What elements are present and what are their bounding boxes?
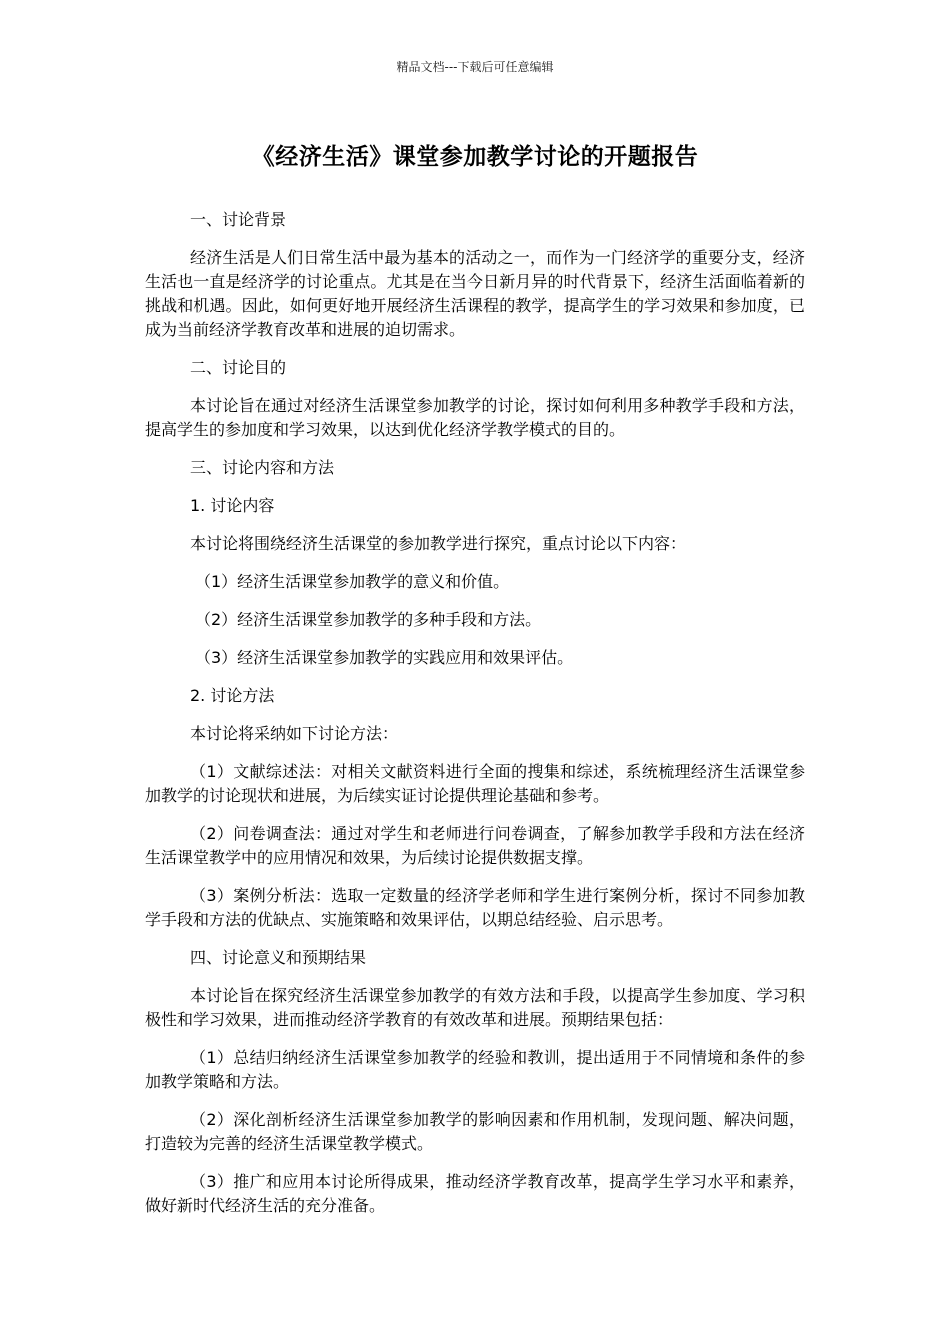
content-intro: 本讨论将围绕经济生活课堂的参加教学进行探究，重点讨论以下内容： xyxy=(190,534,687,553)
method-questionnaire: （2）问卷调查法：通过对学生和老师进行问卷调查，了解参加教学手段和方法在经济生活课堂教学中的应用情况和效果，为后续讨论提供数据支撑。 xyxy=(145,824,805,867)
method-literature-review: （1）文献综述法：对相关文献资料进行全面的搜集和综述，系统梳理经济生活课堂参加教学的讨论现状和进展，为后续实证讨论提供理论基础和参考。 xyxy=(145,762,805,805)
section-heading-purpose: 二、讨论目的 xyxy=(190,358,287,377)
section-heading-content-methods: 三、讨论内容和方法 xyxy=(190,458,335,477)
subheading-content: 1. 讨论内容 xyxy=(190,496,275,515)
purpose-paragraph: 本讨论旨在通过对经济生活课堂参加教学的讨论，探讨如何利用多种教学手段和方法，提高学生的参加度和学习效果，以达到优化经济学教学模式的目的。 xyxy=(145,396,805,439)
method-case-analysis: （3）案例分析法：选取一定数量的经济学老师和学生进行案例分析，探讨不同参加教学手段和方法的优缺点、实施策略和效果评估，以期总结经验、启示思考。 xyxy=(145,886,805,929)
background-paragraph: 经济生活是人们日常生活中最为基本的活动之一，而作为一门经济学的重要分支，经济生活也一直是经济学的讨论重点。尤其是在当今日新月异的时代背景下，经济生活面临着新的挑战和机遇。因此，如何更好地开展经济生活课程的教学，提高学生的学习效果和参加度，已成为当前经济学教育改革和进展的迫切需求。 xyxy=(145,248,805,339)
expected-result-2: （2）深化剖析经济生活课堂参加教学的影响因素和作用机制，发现问题、解决问题，打造较为完善的经济生活课堂教学模式。 xyxy=(145,1110,805,1153)
methods-intro: 本讨论将采纳如下讨论方法： xyxy=(190,724,399,743)
expected-result-1: （1）总结归纳经济生活课堂参加教学的经验和教训，提出适用于不同情境和条件的参加教学策略和方法。 xyxy=(145,1048,805,1091)
content-item-3: （3）经济生活课堂参加教学的实践应用和效果评估。 xyxy=(195,648,574,667)
section-heading-background: 一、讨论背景 xyxy=(190,210,287,229)
content-item-2: （2）经济生活课堂参加教学的多种手段和方法。 xyxy=(195,610,542,629)
document-title: 《经济生活》课堂参加教学讨论的开题报告 xyxy=(251,144,699,170)
document-body xyxy=(145,208,805,1232)
significance-paragraph: 本讨论旨在探究经济生活课堂参加教学的有效方法和手段，以提高学生参加度、学习积极性和学习效果，进而推动经济学教育的有效改革和进展。预期结果包括： xyxy=(145,986,805,1029)
page-header-watermark: 精品文档---下载后可任意编辑 xyxy=(396,60,554,74)
subheading-methods: 2. 讨论方法 xyxy=(190,686,275,705)
expected-result-3: （3）推广和应用本讨论所得成果，推动经济学教育改革，提高学生学习水平和素养，做好新时代经济生活的充分准备。 xyxy=(145,1172,805,1215)
section-heading-significance: 四、讨论意义和预期结果 xyxy=(190,948,367,967)
content-item-1: （1）经济生活课堂参加教学的意义和价值。 xyxy=(195,572,510,591)
